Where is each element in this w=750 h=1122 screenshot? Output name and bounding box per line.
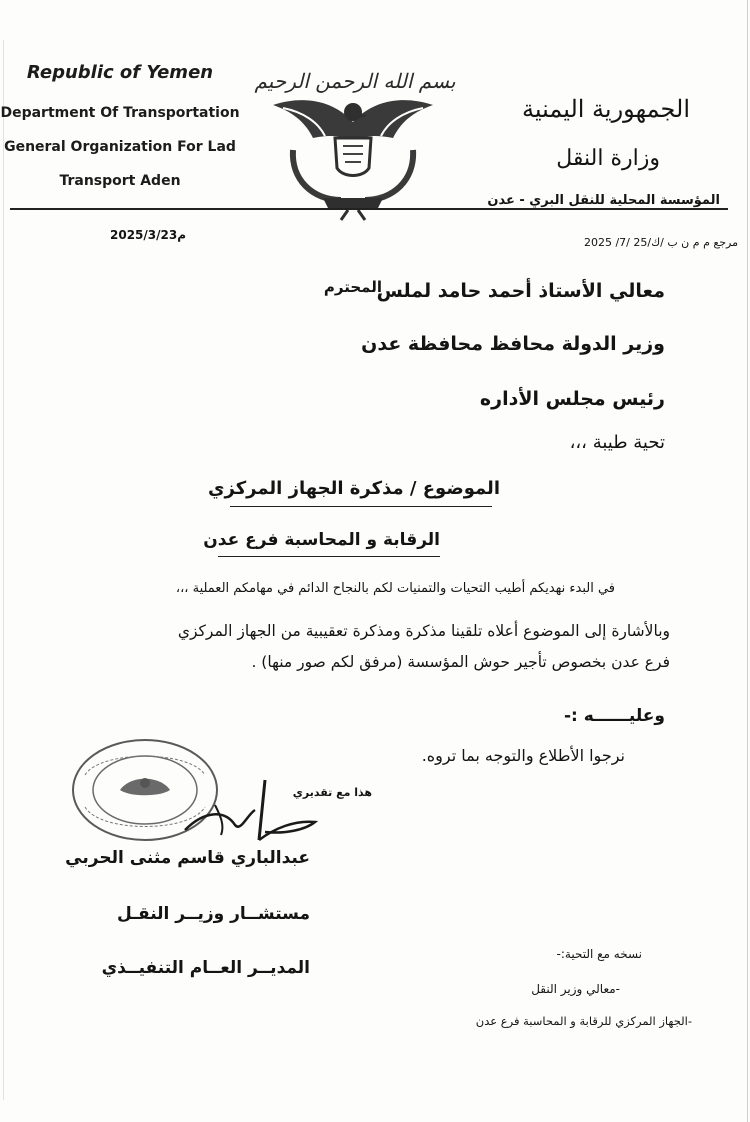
header-divider xyxy=(10,208,728,210)
header-ar-line3: المؤسسة المحلية للنقل البري - عدن xyxy=(487,193,720,208)
subject-underline xyxy=(230,506,492,507)
addressee-board-title: رئيس مجلس الأداره xyxy=(479,388,665,410)
header-en-line2: Department Of Transportation xyxy=(0,105,240,121)
body-paragraph-2-line2: فرع عدن بخصوص تأجير حوش المؤسسة (مرفق لكم صور منها) . xyxy=(251,653,670,671)
body-paragraph-1: في البدء نهديكم أطيب التحيات والتمنيات لكم بالنجاح الدائم في مهامكم العملية ،،، xyxy=(175,581,615,596)
header-ar-line2: وزارة النقل xyxy=(556,146,660,171)
signatory-title-advisor: مستشــار وزيــر النقـل xyxy=(117,904,310,924)
subject-line2: الرقابة و المحاسبة فرع عدن xyxy=(203,530,440,550)
yemen-eagle-emblem-icon xyxy=(254,50,456,220)
subject-line2-underline xyxy=(218,556,440,557)
handwritten-signature-icon xyxy=(175,770,325,850)
body-therefore: وعليــــــه :- xyxy=(563,706,665,726)
addressee-position: وزير الدولة محافظ محافظة عدن xyxy=(361,333,665,355)
header-en-line1: Republic of Yemen xyxy=(26,62,214,83)
body-request: نرجوا الأطلاع والتوجه بما تروه. xyxy=(421,746,625,765)
addressee-name: معالي الأستاذ أحمد حامد لملس xyxy=(376,280,665,302)
signatory-name: عبدالباري قاسم مثنى الحربي xyxy=(65,848,310,868)
page-edge-left xyxy=(3,40,4,1100)
signatory-title-director: المديــر العــام التنفيــذي xyxy=(101,958,310,978)
letter-reference: مرجع م م ن ب /ك/25 /7/ 2025 xyxy=(583,236,738,249)
letter-date: 2025/3/23م xyxy=(110,228,187,242)
copies-heading: نسخه مع التحية:- xyxy=(556,947,642,961)
copies-item-2: -الجهاز المركزي للرقابة و المحاسبة فرع عدن xyxy=(475,1014,692,1028)
copies-item-1: -معالي وزير النقل xyxy=(531,982,620,996)
emblem-basmala: بسم الله الرحمن الرحيم xyxy=(254,69,456,93)
header-en-line3: General Organization For Lad xyxy=(4,139,236,155)
page-edge-right xyxy=(747,0,748,1122)
greeting: تحية طيبة ،،، xyxy=(569,432,665,453)
subject-line1: الموضوع / مذكرة الجهاز المركزي xyxy=(208,478,500,499)
addressee-honorific: المحترم xyxy=(323,278,382,296)
header-en-line4: Transport Aden xyxy=(59,173,181,189)
header-ar-line1: الجمهورية اليمنية xyxy=(521,95,690,123)
closing-regards: هذا مع تقديري xyxy=(292,786,372,799)
body-paragraph-2-line1: وبالأشارة إلى الموضوع أعلاه تلقينا مذكرة ومذكرة تعقيبية من الجهاز المركزي xyxy=(177,622,670,640)
